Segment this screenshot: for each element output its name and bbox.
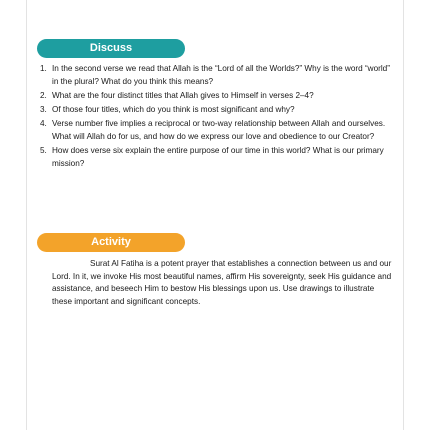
question-item [40, 103, 392, 116]
question-text: What are the four distinct titles that Allah gives to Himself in verses 2–4? [52, 91, 314, 100]
question-item [40, 117, 392, 143]
activity-paragraph: Surat Al Fatiha is a potent prayer that establishes a connection between us and our Lord. In it, we invoke His most beautiful names, affirm His sovereignty, seek His guidance and assistance, and beseech Him to bestow His blessings upon us. Use drawings to illustrate these important and significant concepts. [52, 259, 392, 306]
question-number: 1. [40, 64, 47, 73]
question-item [40, 89, 392, 102]
question-text: Verse number five implies a reciprocal or two-way relationship between Allah and ourselves. What will Allah do for us, and how do we express our love and obedience to our Creator? [52, 119, 386, 141]
question-text: In the second verse we read that Allah is the “Lord of all the Worlds?” Why is the word “world” in the plural? What do you think this means? [52, 64, 390, 86]
question-number: 3. [40, 105, 47, 114]
question-item [40, 144, 392, 170]
question-number: 4. [40, 119, 47, 128]
question-item [40, 62, 392, 88]
question-text: How does verse six explain the entire purpose of our time in this world? What is our primary mission? [52, 146, 384, 168]
question-text: Of those four titles, which do you think is most significant and why? [52, 105, 295, 114]
activity-heading: Activity [37, 233, 185, 252]
discuss-heading: Discuss [37, 39, 185, 58]
question-number: 5. [40, 146, 47, 155]
discussion-questions [40, 62, 392, 171]
question-number: 2. [40, 91, 47, 100]
